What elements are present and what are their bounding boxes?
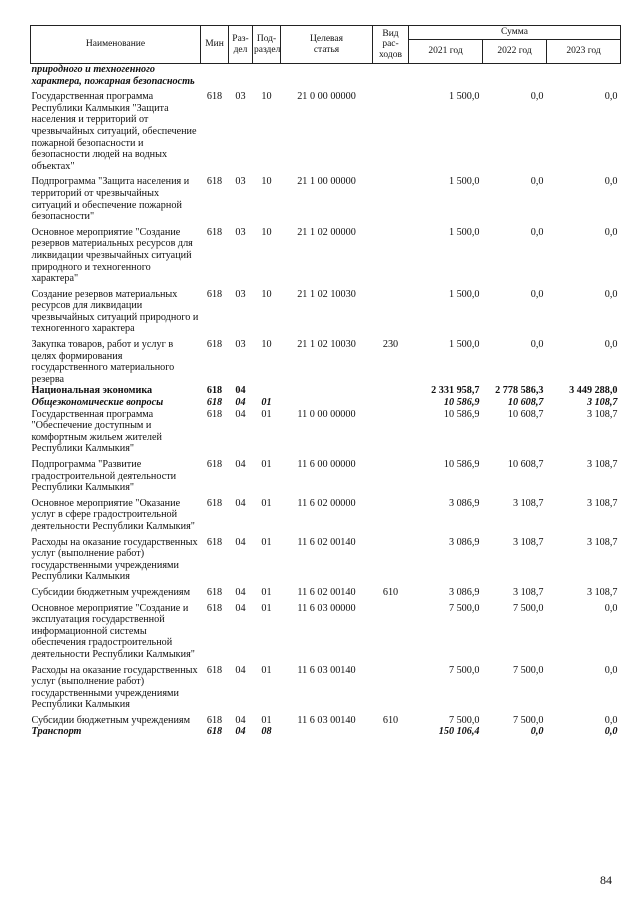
cell-podrazdel: 01	[261, 664, 272, 676]
cell-razdel	[229, 64, 253, 88]
cell-name: Национальная экономика	[31, 385, 153, 397]
cell-sum-2023: 0,0	[604, 726, 618, 738]
cell-sum-2022: 3 108,7	[512, 497, 544, 509]
cell-podrazdel: 10	[261, 226, 272, 238]
cell-expense-type	[373, 64, 409, 88]
table-row	[31, 91, 621, 172]
cell-sum-2021: 1 500,0	[448, 339, 480, 351]
cell-expense-type: 610	[382, 586, 399, 598]
table-row	[31, 409, 621, 455]
header-name: Наименование	[31, 26, 201, 64]
cell-name: Расходы на оказание государственных услуг (выполнение работ) государственными учреждениями Республики Калмыкия	[31, 664, 198, 711]
cell-expense-type	[373, 227, 409, 285]
cell-target-article: 11 0 00 00000	[297, 408, 356, 420]
cell-razdel: 03	[235, 176, 246, 188]
table-row	[31, 385, 621, 397]
cell-name: Подпрограмма "Развитие градостроительной деятельности Республики Калмыкия"	[31, 459, 177, 494]
cell-sum-2023: 0,0	[604, 226, 618, 238]
budget-table-page	[30, 25, 620, 738]
cell-sum-2022: 0,0	[530, 288, 544, 300]
cell-name: Государственная программа Республики Калмыкия "Защита населения и территорий от чрезвычайных ситуаций, обеспечение пожарной безопасности и безопасности людей на водных объектах"	[31, 91, 197, 172]
cell-target-article: 11 6 02 00000	[297, 497, 356, 509]
table-body	[31, 64, 621, 739]
table-row	[31, 289, 621, 335]
cell-sum-2021: 150 106,4	[438, 726, 480, 738]
header-podrazdel: Под- раздел	[253, 26, 281, 64]
cell-min: 618	[206, 288, 223, 300]
cell-sum-2022: 7 500,0	[512, 602, 544, 614]
cell-sum-2022: 0,0	[530, 226, 544, 238]
cell-sum-2021: 7 500,0	[448, 714, 480, 726]
cell-expense-type	[373, 603, 409, 661]
cell-expense-type	[373, 726, 409, 738]
cell-target-article: 11 6 03 00000	[297, 602, 356, 614]
cell-name: Государственная программа "Обеспечение доступным и комфортным жильем жителей Республики Калмыкия"	[31, 408, 162, 455]
cell-sum-2021: 3 086,9	[448, 497, 480, 509]
budget-table	[30, 25, 621, 738]
cell-target-article: 21 1 02 10030	[297, 339, 356, 351]
cell-razdel: 04	[235, 664, 246, 676]
cell-target-article: 11 6 03 00140	[297, 714, 356, 726]
cell-razdel: 03	[235, 288, 246, 300]
cell-sum-2023: 0,0	[604, 602, 618, 614]
cell-min: 618	[206, 497, 223, 509]
cell-podrazdel: 01	[261, 586, 272, 598]
header-min: Мин	[201, 26, 229, 64]
cell-sum-2021: 1 500,0	[448, 91, 480, 103]
cell-podrazdel: 01	[261, 497, 272, 509]
cell-podrazdel: 10	[261, 339, 272, 351]
cell-podrazdel: 10	[261, 288, 272, 300]
cell-razdel: 04	[235, 397, 246, 409]
table-header	[31, 26, 621, 64]
table-row	[31, 715, 621, 727]
header-target-article: Целевая статья	[281, 26, 373, 64]
cell-sum-2023: 3 108,7	[586, 459, 618, 470]
cell-name: Расходы на оказание государственных услуг (выполнение работ) государственными учреждениями Республики Калмыкия	[31, 536, 198, 583]
cell-min: 618	[206, 586, 223, 598]
cell-expense-type: 610	[382, 714, 399, 726]
table-row	[31, 459, 621, 494]
cell-min: 618	[206, 339, 223, 351]
cell-name: Общеэкономические вопросы	[31, 397, 164, 409]
cell-sum-2023: 3 108,7	[586, 408, 618, 420]
cell-sum-2021: 3 086,9	[448, 536, 480, 548]
cell-sum-2021: 1 500,0	[448, 226, 480, 238]
cell-sum-2021: 10 586,9	[443, 397, 480, 409]
cell-sum-2022: 7 500,0	[512, 714, 544, 726]
cell-sum-2023: 0,0	[604, 176, 618, 188]
header-razdel: Раз- дел	[229, 26, 253, 64]
cell-min	[201, 64, 229, 88]
cell-min: 618	[206, 602, 223, 614]
cell-target-article: 11 6 03 00140	[297, 664, 356, 676]
cell-min: 618	[206, 459, 223, 470]
cell-name: Субсидии бюджетным учреждениям	[31, 586, 191, 598]
cell-min: 618	[206, 664, 223, 676]
cell-min: 618	[206, 726, 223, 738]
cell-sum-2022: 3 108,7	[512, 536, 544, 548]
cell-sum-2022	[483, 64, 547, 88]
cell-sum-2023: 0,0	[604, 288, 618, 300]
cell-razdel: 04	[235, 497, 246, 509]
cell-sum-2023: 3 108,7	[586, 397, 618, 409]
cell-sum-2022: 0,0	[530, 176, 544, 188]
cell-min: 618	[206, 176, 223, 188]
table-row	[31, 726, 621, 738]
cell-expense-type	[373, 665, 409, 711]
cell-sum-2023: 0,0	[604, 91, 618, 103]
cell-razdel: 04	[235, 536, 246, 548]
cell-sum-2022: 7 500,0	[512, 664, 544, 676]
table-row	[31, 587, 621, 599]
table-row	[31, 176, 621, 222]
cell-min: 618	[206, 91, 223, 103]
cell-name: Закупка товаров, работ и услуг в целях формирования государственного материального резерва	[31, 339, 175, 385]
table-row	[31, 397, 621, 409]
cell-sum-2023: 3 449 288,0	[569, 385, 618, 397]
cell-razdel: 04	[235, 385, 246, 397]
cell-expense-type	[373, 176, 409, 222]
cell-sum-2021: 10 586,9	[443, 459, 480, 470]
cell-target-article	[281, 64, 373, 88]
cell-razdel: 04	[235, 408, 246, 420]
cell-expense-type	[373, 385, 409, 397]
cell-min: 618	[206, 714, 223, 726]
cell-sum-2022: 10 608,7	[507, 397, 544, 409]
cell-razdel: 03	[235, 339, 246, 351]
cell-podrazdel: 08	[261, 726, 272, 738]
cell-sum-2022: 0,0	[530, 726, 544, 738]
header-year-2022: 2022 год	[483, 40, 547, 64]
cell-sum-2023: 0,0	[604, 339, 618, 351]
cell-razdel: 04	[235, 602, 246, 614]
cell-razdel: 03	[235, 226, 246, 238]
table-row	[31, 339, 621, 385]
cell-podrazdel: 01	[261, 459, 272, 470]
cell-name: Транспорт	[31, 726, 82, 738]
cell-sum-2023	[547, 64, 621, 88]
cell-podrazdel: 01	[261, 602, 272, 614]
cell-razdel: 04	[235, 459, 246, 470]
page-number: 84	[600, 873, 612, 887]
cell-min: 618	[206, 226, 223, 238]
cell-sum-2021: 7 500,0	[448, 664, 480, 676]
cell-target-article: 21 1 02 00000	[297, 226, 356, 238]
cell-sum-2021: 3 086,9	[448, 586, 480, 598]
cell-podrazdel: 01	[261, 536, 272, 548]
cell-sum-2021: 1 500,0	[448, 176, 480, 188]
cell-expense-type	[373, 397, 409, 409]
cell-sum-2023: 0,0	[604, 664, 618, 676]
cell-sum-2021: 7 500,0	[448, 602, 480, 614]
cell-sum-2023: 3 108,7	[586, 497, 618, 509]
cell-target-article: 11 6 02 00140	[297, 586, 356, 598]
cell-sum-2022: 3 108,7	[512, 586, 544, 598]
cell-name: Субсидии бюджетным учреждениям	[31, 714, 191, 726]
cell-sum-2022: 0,0	[530, 91, 544, 103]
cell-sum-2022: 0,0	[530, 339, 544, 351]
table-row	[31, 498, 621, 533]
cell-target-article: 11 6 02 00140	[297, 536, 356, 548]
cell-expense-type: 230	[382, 339, 399, 351]
cell-expense-type	[373, 459, 409, 494]
table-row	[31, 227, 621, 285]
cell-name: Основное мероприятие "Создание резервов материальных ресурсов для ликвидации чрезвычайных ситуаций природного и техногенного характера"	[31, 226, 193, 285]
cell-min: 618	[206, 536, 223, 548]
cell-min: 618	[206, 397, 223, 409]
header-expense-type: Вид рас- ходов	[373, 26, 409, 64]
cell-target-article	[281, 385, 373, 397]
cell-target-article	[281, 397, 373, 409]
cell-expense-type	[373, 498, 409, 533]
cell-target-article: 11 6 00 00000	[297, 459, 356, 470]
header-year-2021: 2021 год	[409, 40, 483, 64]
header-sum: Сумма	[409, 26, 621, 40]
cell-sum-2023: 3 108,7	[586, 536, 618, 548]
cell-expense-type	[373, 91, 409, 172]
cell-razdel: 04	[235, 714, 246, 726]
cell-min: 618	[206, 408, 223, 420]
header-year-2023: 2023 год	[547, 40, 621, 64]
cell-podrazdel	[253, 385, 281, 397]
cell-podrazdel: 01	[261, 408, 272, 420]
cell-target-article	[281, 726, 373, 738]
cell-expense-type	[373, 289, 409, 335]
cell-sum-2021: 1 500,0	[448, 288, 480, 300]
table-row	[31, 64, 621, 88]
cell-name: природного и техногенного характера, пожарная безопасность	[31, 64, 195, 87]
cell-name: Создание резервов материальных ресурсов для ликвидации чрезвычайных ситуаций природного и техногенного характера	[31, 288, 199, 335]
cell-sum-2023: 3 108,7	[586, 586, 618, 598]
cell-podrazdel: 01	[261, 397, 272, 409]
cell-expense-type	[373, 409, 409, 455]
cell-sum-2021	[409, 64, 483, 88]
cell-sum-2021: 2 331 958,7	[431, 385, 480, 397]
cell-target-article: 21 0 00 00000	[297, 91, 356, 103]
table-row	[31, 603, 621, 661]
cell-razdel: 03	[235, 91, 246, 103]
cell-sum-2021: 10 586,9	[443, 408, 480, 420]
cell-name: Подпрограмма "Защита населения и территорий от чрезвычайных ситуаций и обеспечение пожарной безопасности"	[31, 176, 190, 223]
cell-razdel: 04	[235, 726, 246, 738]
cell-sum-2022: 2 778 586,3	[495, 385, 544, 397]
cell-target-article: 21 1 02 10030	[297, 288, 356, 300]
cell-podrazdel: 01	[261, 714, 272, 726]
cell-min: 618	[206, 385, 223, 397]
table-row	[31, 665, 621, 711]
cell-target-article: 21 1 00 00000	[297, 176, 356, 188]
cell-sum-2022: 10 608,7	[507, 459, 544, 470]
cell-podrazdel: 10	[261, 176, 272, 188]
cell-expense-type	[373, 537, 409, 583]
cell-sum-2022: 10 608,7	[507, 408, 544, 420]
cell-name: Основное мероприятие "Создание и эксплуатация государственной информационной системы обеспечения градостроительной деятельности Республики Калмыкия"	[31, 602, 195, 660]
cell-podrazdel: 10	[261, 91, 272, 103]
cell-name: Основное мероприятие "Оказание услуг в сфере градостроительной деятельности Республики Калмыкия"	[31, 497, 195, 532]
cell-sum-2023: 0,0	[604, 714, 618, 726]
cell-podrazdel	[253, 64, 281, 88]
cell-razdel: 04	[235, 586, 246, 598]
table-row	[31, 537, 621, 583]
